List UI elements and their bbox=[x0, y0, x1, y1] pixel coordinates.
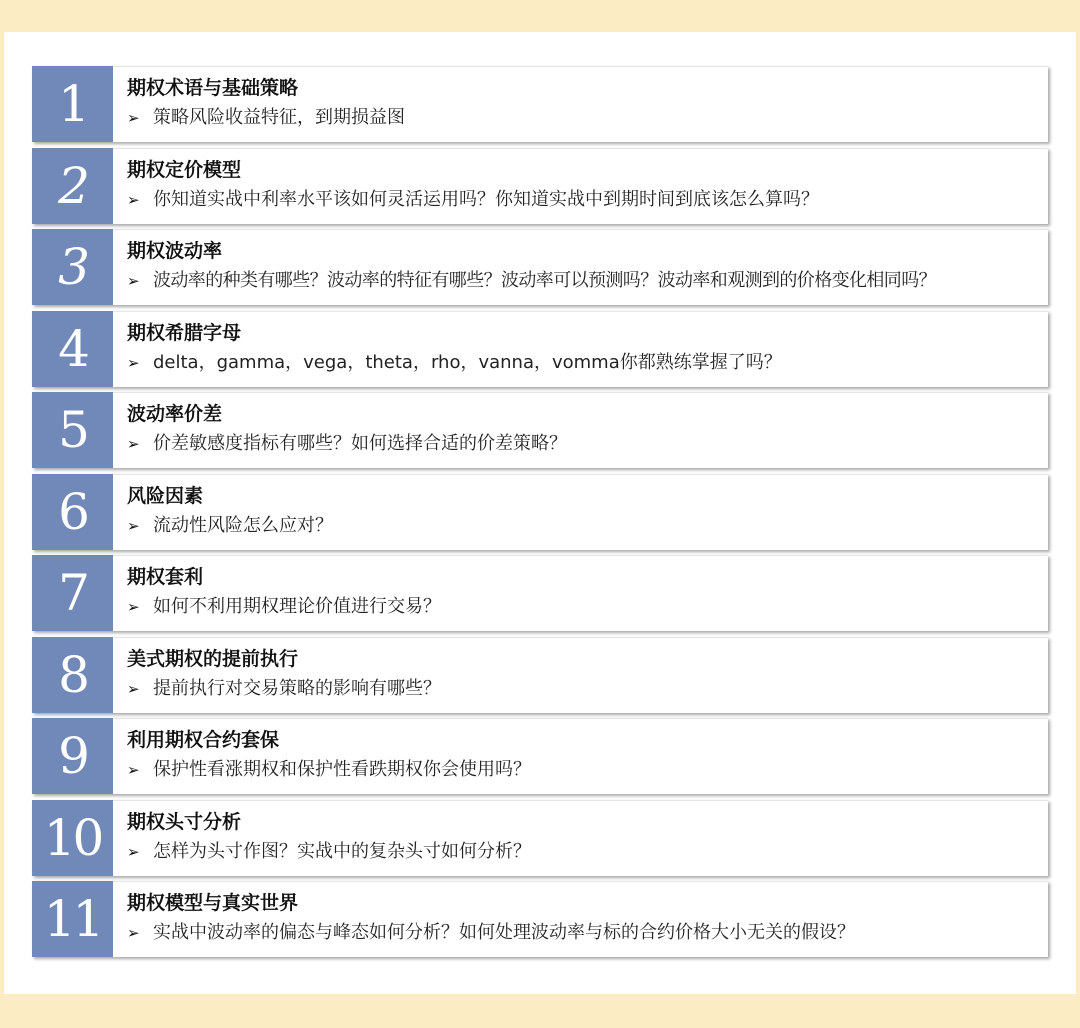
list-item bbox=[32, 800, 1048, 876]
arrow-bullet-icon: ➢ bbox=[127, 353, 140, 372]
item-description bbox=[127, 593, 1048, 621]
item-title: 期权波动率 bbox=[127, 240, 223, 262]
item-number: 5 bbox=[32, 392, 113, 468]
item-description-text: 实战中波动率的偏态与峰态如何分析？如何处理波动率与标的合约价格大小无关的假设？ bbox=[153, 922, 855, 943]
item-number: 4 bbox=[32, 311, 113, 387]
item-description bbox=[127, 104, 1048, 132]
item-number: 9 bbox=[32, 718, 113, 794]
arrow-bullet-icon: ➢ bbox=[127, 761, 140, 779]
list-item bbox=[32, 637, 1048, 713]
arrow-bullet-icon: ➢ bbox=[127, 516, 140, 535]
list-item bbox=[32, 148, 1048, 224]
item-number: 8 bbox=[32, 637, 113, 713]
topic-list bbox=[32, 66, 1048, 963]
item-description-text: 提前执行对交易策略的影响有哪些？ bbox=[153, 677, 441, 699]
item-content bbox=[113, 800, 1048, 876]
item-content bbox=[113, 66, 1048, 142]
item-title: 期权头寸分析 bbox=[127, 810, 242, 833]
item-number: 2 bbox=[32, 148, 113, 224]
item-description bbox=[127, 756, 1048, 784]
item-number: 7 bbox=[32, 555, 113, 631]
item-description-text: 如何不利用期权理论价值进行交易？ bbox=[153, 596, 441, 617]
item-title: 期权套利 bbox=[127, 566, 204, 588]
item-title: 波动率价差 bbox=[127, 403, 223, 425]
item-title: 期权术语与基础策略 bbox=[127, 77, 299, 99]
item-title: 利用期权合约套保 bbox=[127, 729, 280, 751]
item-description bbox=[127, 838, 1048, 866]
arrow-bullet-icon: ➢ bbox=[127, 924, 140, 942]
list-item bbox=[32, 311, 1048, 387]
item-description bbox=[127, 675, 1048, 703]
list-item bbox=[32, 718, 1048, 794]
arrow-bullet-icon: ➢ bbox=[127, 190, 140, 209]
item-content bbox=[113, 718, 1048, 794]
item-description-text: 价差敏感度指标有哪些？如何选择合适的价差策略？ bbox=[153, 433, 567, 454]
item-title: 美式期权的提前执行 bbox=[127, 647, 299, 670]
arrow-bullet-icon: ➢ bbox=[127, 598, 140, 616]
item-number: 10 bbox=[32, 800, 113, 876]
list-item bbox=[32, 392, 1048, 468]
item-content bbox=[113, 474, 1048, 550]
item-content bbox=[113, 148, 1048, 224]
arrow-bullet-icon: ➢ bbox=[127, 679, 140, 698]
item-description-text: 保护性看涨期权和保护性看跌期权你会使用吗？ bbox=[153, 759, 531, 780]
list-item bbox=[32, 881, 1048, 957]
item-title: 风险因素 bbox=[127, 484, 204, 507]
item-number: 3 bbox=[32, 229, 113, 305]
item-content bbox=[113, 555, 1048, 631]
item-number: 11 bbox=[32, 881, 113, 957]
item-title: 期权定价模型 bbox=[127, 158, 242, 181]
item-content bbox=[113, 229, 1048, 305]
list-item bbox=[32, 474, 1048, 550]
item-description bbox=[127, 512, 1048, 540]
item-description bbox=[127, 919, 1048, 947]
list-item bbox=[32, 555, 1048, 631]
item-title: 期权希腊字母 bbox=[127, 321, 242, 344]
item-title: 期权模型与真实世界 bbox=[127, 892, 299, 914]
item-description bbox=[127, 430, 1048, 458]
item-description bbox=[127, 186, 1048, 214]
item-description-text: 策略风险收益特征，到期损益图 bbox=[153, 107, 405, 128]
item-content bbox=[113, 881, 1048, 957]
item-description-text: 你知道实战中利率水平该如何灵活运用吗？你知道实战中到期时间到底该怎么算吗？ bbox=[153, 188, 819, 210]
item-description bbox=[127, 349, 1048, 377]
item-description bbox=[127, 267, 1048, 295]
item-number: 6 bbox=[32, 474, 113, 550]
item-description-text: 流动性风险怎么应对？ bbox=[153, 514, 333, 536]
arrow-bullet-icon: ➢ bbox=[127, 272, 140, 290]
arrow-bullet-icon: ➢ bbox=[127, 435, 140, 453]
list-item bbox=[32, 66, 1048, 142]
item-description-text: delta，gamma，vega，theta，rho，vanna，vomma你都熟练掌握了吗？ bbox=[153, 351, 782, 373]
item-content bbox=[113, 311, 1048, 387]
item-content bbox=[113, 392, 1048, 468]
item-content bbox=[113, 637, 1048, 713]
list-item bbox=[32, 229, 1048, 305]
item-description-text: 波动率的种类有哪些？波动率的特征有哪些？波动率可以预测吗？波动率和观测到的价格变化相同吗？ bbox=[153, 270, 936, 291]
item-number: 1 bbox=[32, 66, 113, 142]
arrow-bullet-icon: ➢ bbox=[127, 842, 140, 861]
arrow-bullet-icon: ➢ bbox=[127, 109, 140, 127]
item-description-text: 怎样为头寸作图？实战中的复杂头寸如何分析？ bbox=[153, 840, 531, 862]
